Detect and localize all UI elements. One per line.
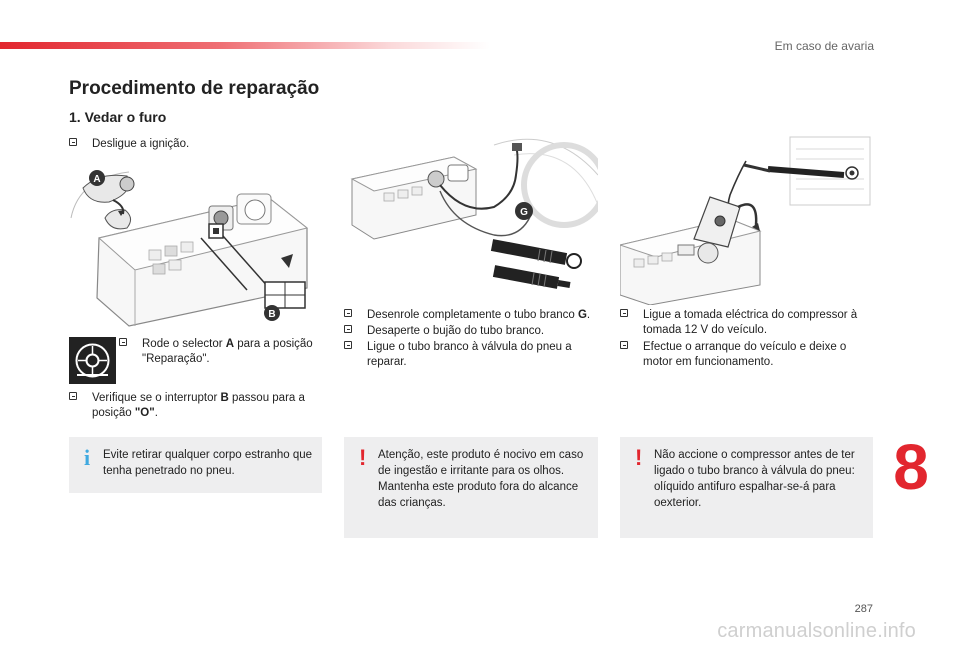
warning-icon: ! xyxy=(359,445,367,470)
warning-icon: ! xyxy=(635,445,643,470)
bullet-text-cont: passou para a posição xyxy=(92,392,305,419)
callout-g: G xyxy=(520,207,528,218)
label-a: A xyxy=(225,338,235,350)
step-unscrew-cap xyxy=(344,324,598,339)
bullet-text: Desaperte o bujão do tubo branco. xyxy=(367,325,545,337)
page-number: 287 xyxy=(854,603,873,615)
warning-text: Atenção, este produto é nocivo em caso de ingestão e irritante para os olhos. Mantenha este produto fora do alcance das crianças. xyxy=(378,449,584,509)
chapter-number: 8 xyxy=(893,431,929,503)
step-connect-hose xyxy=(344,340,598,370)
info-box xyxy=(69,437,322,493)
warning-box-compressor xyxy=(620,437,873,538)
step-plug-12v xyxy=(620,308,874,338)
bullet-text: Desligue a ignição. xyxy=(92,138,190,150)
bullet-marker xyxy=(69,392,77,400)
watermark: carmanualsonline.info xyxy=(717,620,916,642)
warning-text: Não accione o compressor antes de ter ligado o tubo branco à válvula do pneu: olíquido antifuro espalhar-se-á para oexterior. xyxy=(654,449,855,509)
section-title: Em caso de avaria xyxy=(774,39,874,53)
hose-illustration xyxy=(344,135,598,305)
bullet-marker xyxy=(620,341,628,349)
position-o: "O" xyxy=(134,407,155,419)
callout-b: B xyxy=(268,309,276,320)
compressor-selector-illustration xyxy=(69,158,324,328)
label-g: G xyxy=(577,309,587,321)
callout-a: A xyxy=(93,174,101,185)
bullet-marker xyxy=(344,341,352,349)
bullet-marker xyxy=(119,338,127,346)
bullet-marker xyxy=(620,309,628,317)
bullet-text: Efectue o arranque do veículo e deixe o motor em funcionamento. xyxy=(643,341,847,368)
bullet-marker xyxy=(344,325,352,333)
step-title: 1. Vedar o furo xyxy=(69,109,167,125)
bullet-text-cont: para a posição "Reparação". xyxy=(142,338,313,365)
info-icon: i xyxy=(84,445,91,470)
bullet-text: Ligue o tubo branco à válvula do pneu a reparar. xyxy=(367,341,572,368)
step-unroll-hose-g xyxy=(344,308,598,323)
step-turn-selector-a xyxy=(119,337,324,367)
bullet-marker xyxy=(344,309,352,317)
bullet-marker xyxy=(69,138,77,146)
step-start-engine xyxy=(620,340,874,370)
bullet-text: Rode o selector xyxy=(142,338,226,350)
step-switch-off-ignition xyxy=(69,137,319,152)
bullet-text-end: . xyxy=(586,309,591,321)
bullet-text: Verifique se o interruptor xyxy=(92,392,221,404)
info-text: Evite retirar qualquer corpo estranho que tenha penetrado no pneu. xyxy=(103,449,313,477)
warning-box-harmful xyxy=(344,437,598,538)
label-b: B xyxy=(220,392,229,404)
tyre-repair-selector-icon xyxy=(69,337,116,384)
bullet-text-end: . xyxy=(154,407,158,419)
power-socket-illustration xyxy=(620,135,874,305)
page-title: Procedimento de reparação xyxy=(69,78,320,99)
bullet-text: Desenrole completamente o tubo branco xyxy=(367,309,578,321)
bullet-text: Ligue a tomada eléctrica do compressor à tomada 12 V do veículo. xyxy=(643,309,858,336)
header-accent-bar xyxy=(0,42,490,49)
step-check-switch-b xyxy=(69,391,324,421)
